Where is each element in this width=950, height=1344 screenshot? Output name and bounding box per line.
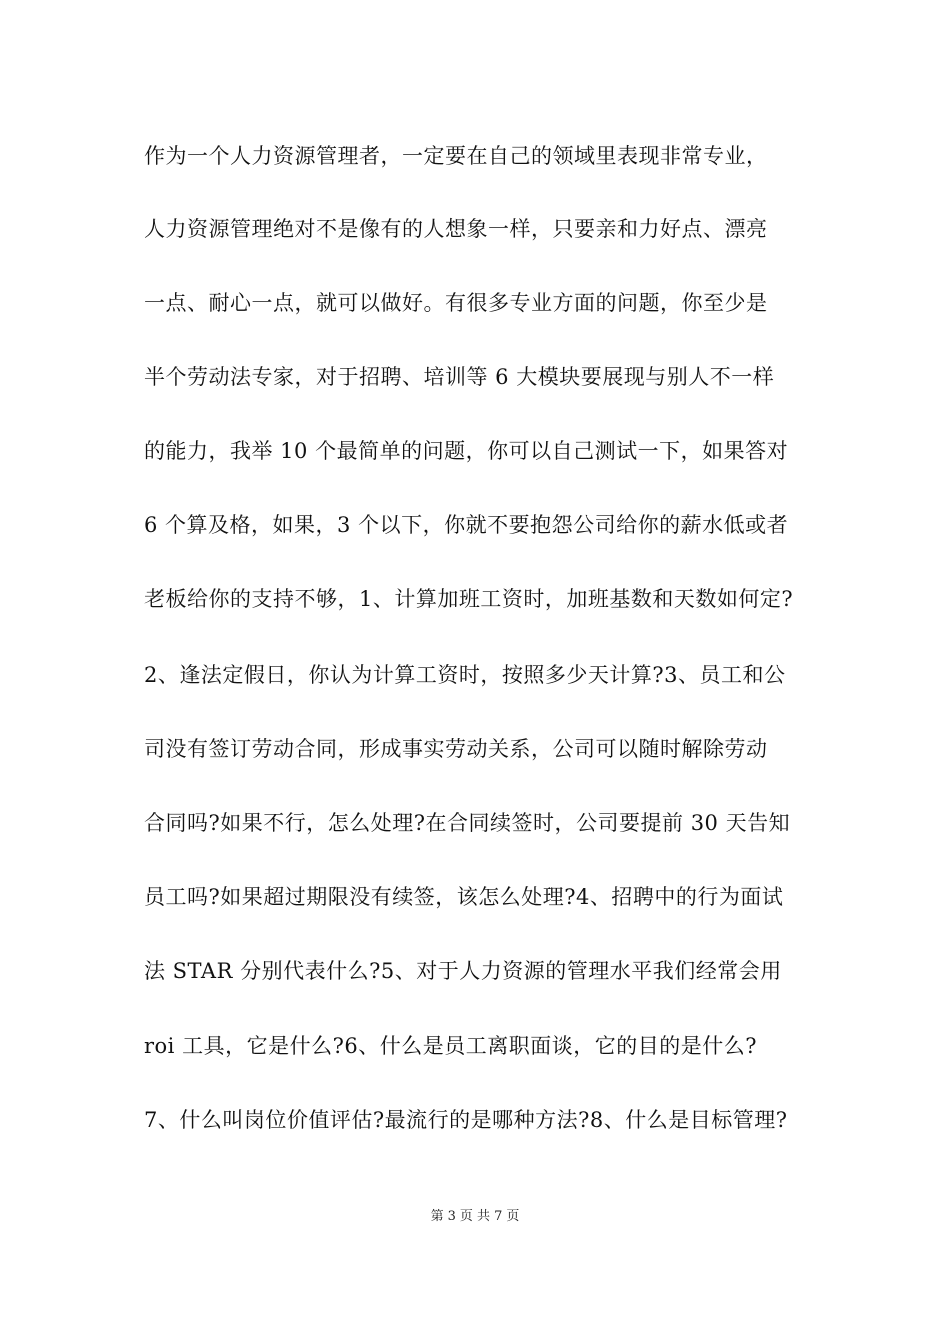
- page-number-footer: [0, 1208, 950, 1226]
- footer-middle: 页 共: [459, 1209, 491, 1224]
- paragraph-line: 2、逢法定假日，你认为计算工资时，按照多少天计算?3、员工和公: [144, 663, 786, 687]
- paragraph-line: 一点、耐心一点，就可以做好。有很多专业方面的问题，你至少是: [144, 291, 768, 315]
- paragraph-line: 司没有签订劳动合同，形成事实劳动关系，公司可以随时解除劳动: [144, 737, 768, 761]
- footer-prefix: 第: [430, 1209, 444, 1224]
- total-page-count: 7: [494, 1209, 503, 1224]
- current-page-number: 3: [447, 1209, 456, 1224]
- paragraph-line: 7、什么叫岗位价值评估?最流行的是哪种方法?8、什么是目标管理?: [144, 1108, 788, 1132]
- paragraph-line: roi 工具，它是什么?6、什么是员工离职面谈，它的目的是什么?: [144, 1034, 757, 1058]
- paragraph-line: 的能力，我举 10 个最简单的问题，你可以自己测试一下，如果答对: [144, 439, 789, 463]
- paragraph-line: 法 STAR 分别代表什么?5、对于人力资源的管理水平我们经常会用: [144, 959, 782, 983]
- paragraph-line: 人力资源管理绝对不是像有的人想象一样，只要亲和力好点、漂亮: [144, 217, 768, 241]
- footer-suffix: 页: [506, 1209, 520, 1224]
- paragraph-line: 半个劳动法专家，对于招聘、培训等 6 大模块要展现与别人不一样: [144, 365, 775, 389]
- paragraph-line: 老板给你的支持不够，1、计算加班工资时，加班基数和天数如何定?: [144, 587, 794, 611]
- paragraph-line: 6 个算及格，如果，3 个以下，你就不要抱怨公司给你的薪水低或者: [144, 513, 789, 537]
- paragraph-line: 合同吗?如果不行，怎么处理?在合同续签时，公司要提前 30 天告知: [144, 811, 791, 835]
- paragraph-line: 员工吗?如果超过期限没有续签，该怎么处理?4、招聘中的行为面试: [144, 885, 784, 909]
- paragraph-line: 作为一个人力资源管理者，一定要在自己的领域里表现非常专业，: [144, 144, 768, 168]
